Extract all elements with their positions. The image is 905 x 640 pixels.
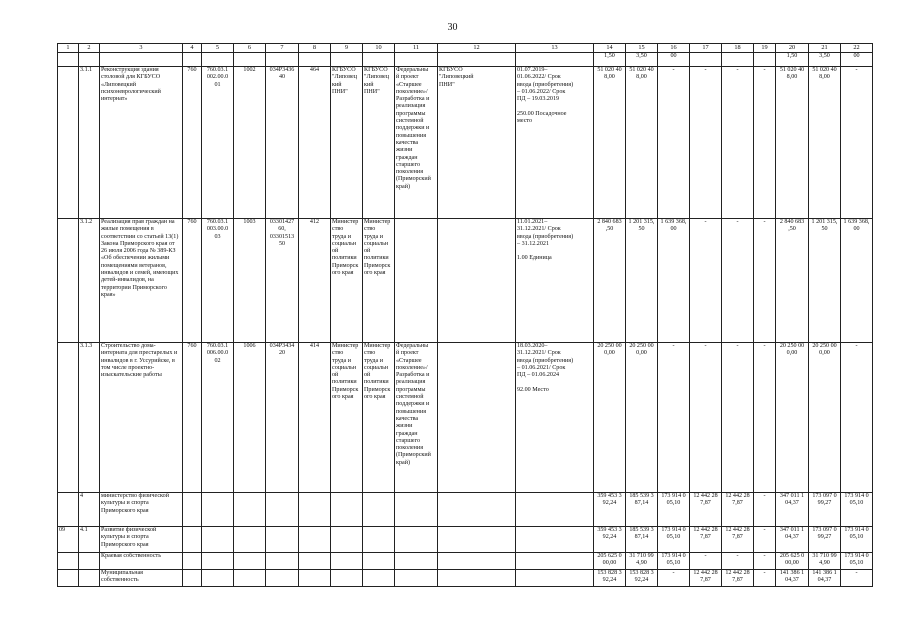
amount-cell: 1 639 368, 00 xyxy=(841,219,873,343)
header-cell: 16 xyxy=(658,44,690,53)
object-name: Краевая собственность xyxy=(100,553,183,570)
code-cell: 760.03.1 002.00.0 01 xyxy=(202,67,234,219)
amount-cell: 2 840 683 ,50 xyxy=(776,219,809,343)
amount-cell: 185 539 3 87,14 xyxy=(626,493,658,527)
project-cell: Федеральны й проект «Старшее поколение»/ Разработка и реализация программы системной поддержки и повышения качества жизни граждан старшего поколения (Приморский край) xyxy=(395,67,438,219)
header-cell: 8 xyxy=(299,44,331,53)
amount-cell: - xyxy=(722,219,754,343)
table-row xyxy=(58,553,873,570)
row-number: 3.1.2 xyxy=(79,219,100,343)
amount-cell: - xyxy=(690,343,722,493)
code-cell: 760.03.1 006.00.0 02 xyxy=(202,343,234,493)
header-cell: 10 xyxy=(363,44,395,53)
code-cell: 03301427 60, 03301513 50 xyxy=(266,219,299,343)
header-cell: 13 xyxy=(516,44,594,53)
amount-cell: - xyxy=(841,67,873,219)
row-code: 09 xyxy=(58,527,79,553)
amount-cell: - xyxy=(754,67,776,219)
table-row xyxy=(58,527,873,553)
amount-cell: 173 914 0 05,10 xyxy=(841,493,873,527)
amount-cell: 51 020 40 8,00 xyxy=(809,67,841,219)
amount-cell: - xyxy=(658,67,690,219)
recipient-cell: КГБУСО "Липовецкий ПНИ" xyxy=(438,67,516,219)
code-cell: 1006 xyxy=(234,343,266,493)
amount-cell: 12 442 28 7,87 xyxy=(690,570,722,587)
responsible-cell: КГБУСО "Липовец кий ПНИ" xyxy=(331,67,363,219)
amount-cell: 20 250 00 0,00 xyxy=(809,343,841,493)
amount-cell: 51 020 40 8,00 xyxy=(594,67,626,219)
object-name: Муниципальная собственность xyxy=(100,570,183,587)
amount-cell: 185 539 3 87,14 xyxy=(626,527,658,553)
header-cell: 1 xyxy=(58,44,79,53)
amount-cell: - xyxy=(658,570,690,587)
header-cell: 18 xyxy=(722,44,754,53)
amount-cell: - xyxy=(690,553,722,570)
amount-cell: - xyxy=(754,219,776,343)
header-cell: 12 xyxy=(438,44,516,53)
amount-cell: 1 639 368, 00 xyxy=(658,219,690,343)
amount-cell: - xyxy=(841,570,873,587)
amount-cell: 359 453 3 92,24 xyxy=(594,527,626,553)
amount-cell: - xyxy=(722,553,754,570)
amount-cell: 20 250 00 0,00 xyxy=(594,343,626,493)
amount-cell: - xyxy=(841,343,873,493)
code-cell: 464 xyxy=(299,67,331,219)
header-cell: 11 xyxy=(395,44,438,53)
amount-cell: 51 020 40 8,00 xyxy=(626,67,658,219)
recipient-cell xyxy=(438,219,516,343)
amount-cell: 12 442 28 7,87 xyxy=(722,570,754,587)
object-name: Строительство дома-интерната для престарелых и инвалидов в г. Уссурийске, в том числе проектно-изыскательские работы xyxy=(100,343,183,493)
amount-cell: 12 442 28 7,87 xyxy=(722,493,754,527)
header-cell: 6 xyxy=(234,44,266,53)
header-cell: 9 xyxy=(331,44,363,53)
amount-cell: 31 710 99 4,90 xyxy=(809,553,841,570)
amount-cell: - xyxy=(722,343,754,493)
header-cell: 4 xyxy=(183,44,202,53)
page-number: 30 xyxy=(447,22,458,33)
code-cell: 034P3434 20 xyxy=(266,343,299,493)
continuation-row xyxy=(58,53,873,67)
code-cell: 760 xyxy=(183,343,202,493)
amount-cell: 3,50 xyxy=(626,53,658,67)
row-number: 3.1.1 xyxy=(79,67,100,219)
table-row xyxy=(58,343,873,493)
term-cell: 01.07.2019– 01.06.2022/ Срок ввода (приобретения) – 01.06.2022/ Срок ПД – 19.03.2019 250.00 Посадочное место xyxy=(516,67,594,219)
amount-cell: 205 625 0 00,00 xyxy=(776,553,809,570)
amount-cell: 1 201 315, 50 xyxy=(809,219,841,343)
amount-cell: 173 914 0 05,10 xyxy=(841,527,873,553)
amount-cell: 173 914 0 05,10 xyxy=(658,493,690,527)
amount-cell: 141 386 1 04,37 xyxy=(809,570,841,587)
amount-cell: 173 914 0 05,10 xyxy=(658,553,690,570)
amount-cell: - xyxy=(690,67,722,219)
project-cell xyxy=(395,219,438,343)
row-number: 4.1 xyxy=(79,527,100,553)
header-cell: 5 xyxy=(202,44,234,53)
customer-cell: Министер ство труда и социальн ой политики Приморск ого края xyxy=(363,219,395,343)
header-row xyxy=(58,44,873,53)
code-cell: 1003 xyxy=(234,219,266,343)
amount-cell: 141 386 1 04,37 xyxy=(776,570,809,587)
investment-table xyxy=(57,43,873,587)
amount-cell: 00 xyxy=(841,53,873,67)
amount-cell: 31 710 99 4,90 xyxy=(626,553,658,570)
amount-cell: 2 840 683 ,50 xyxy=(594,219,626,343)
recipient-cell xyxy=(438,343,516,493)
code-cell: 760 xyxy=(183,67,202,219)
amount-cell: 3,50 xyxy=(809,53,841,67)
code-cell: 034P3436 40 xyxy=(266,67,299,219)
header-cell: 2 xyxy=(79,44,100,53)
code-cell: 1002 xyxy=(234,67,266,219)
header-cell: 22 xyxy=(841,44,873,53)
table-row xyxy=(58,493,873,527)
project-cell: Федеральны й проект «Старшее поколение»/ Разработка и реализация программы системной поддержки и повышения качества жизни граждан старшего поколения (Приморский край) xyxy=(395,343,438,493)
amount-cell: 173 914 0 05,10 xyxy=(841,553,873,570)
amount-cell: 173 914 0 05,10 xyxy=(658,527,690,553)
table-row xyxy=(58,67,873,219)
code-cell: 414 xyxy=(299,343,331,493)
header-cell: 19 xyxy=(754,44,776,53)
amount-cell: 153 828 3 92,24 xyxy=(594,570,626,587)
header-cell: 20 xyxy=(776,44,809,53)
responsible-cell: Министер ство труда и социальн ой политики Приморск ого края xyxy=(331,343,363,493)
header-cell: 14 xyxy=(594,44,626,53)
object-name: министерство физической культуры и спорта Приморского края xyxy=(100,493,183,527)
header-cell: 15 xyxy=(626,44,658,53)
customer-cell: КГБУСО "Липовец кий ПНИ" xyxy=(363,67,395,219)
table-row xyxy=(58,219,873,343)
amount-cell: 51 020 40 8,00 xyxy=(776,67,809,219)
amount-cell: 205 625 0 00,00 xyxy=(594,553,626,570)
term-cell: 11.01.2021– 31.12.2021/ Срок ввода (приобретения) – 31.12.2021 1.00 Единица xyxy=(516,219,594,343)
amount-cell: - xyxy=(754,527,776,553)
amount-cell: - xyxy=(754,553,776,570)
object-name: Реконструкция здания столовой для КГБУСО «Липовецкий психоневрологический интернат» xyxy=(100,67,183,219)
row-number: 3.1.3 xyxy=(79,343,100,493)
amount-cell: - xyxy=(754,343,776,493)
customer-cell: Министер ство труда и социальн ой политики Приморск ого края xyxy=(363,343,395,493)
amount-cell: 359 453 3 92,24 xyxy=(594,493,626,527)
amount-cell: - xyxy=(754,493,776,527)
code-cell: 760 xyxy=(183,219,202,343)
header-cell: 3 xyxy=(100,44,183,53)
code-cell: 760.03.1 003.00.0 03 xyxy=(202,219,234,343)
row-number: 4 xyxy=(79,493,100,527)
header-cell: 21 xyxy=(809,44,841,53)
amount-cell: 173 097 0 99,27 xyxy=(809,493,841,527)
amount-cell: 00 xyxy=(658,53,690,67)
amount-cell: 1,50 xyxy=(776,53,809,67)
amount-cell: 1,50 xyxy=(594,53,626,67)
amount-cell: 20 250 00 0,00 xyxy=(776,343,809,493)
amount-cell: 347 011 1 04,37 xyxy=(776,527,809,553)
header-cell: 17 xyxy=(690,44,722,53)
term-cell: 18.03.2020– 31.12.2021/ Срок ввода (приобретения) – 01.06.2021/ Срок ПД – 01.06.2024 92.00 Место xyxy=(516,343,594,493)
object-name: Реализация прав граждан на жилые помещения в соответствии со статьей 13(1) Закона Приморского края от 26 июля 2006 года № 389-КЗ «Об обеспечении жилыми помещениями ветеранов, инвалидов и семей, имеющих детей-инвалидов, на территории Приморского края» xyxy=(100,219,183,343)
table-row xyxy=(58,570,873,587)
amount-cell: - xyxy=(722,67,754,219)
amount-cell: 347 011 1 04,37 xyxy=(776,493,809,527)
code-cell: 412 xyxy=(299,219,331,343)
amount-cell: 1 201 315, 50 xyxy=(626,219,658,343)
amount-cell: 20 250 00 0,00 xyxy=(626,343,658,493)
responsible-cell: Министер ство труда и социальн ой политики Приморск ого края xyxy=(331,219,363,343)
object-name: Развитие физической культуры и спорта Приморского края xyxy=(100,527,183,553)
amount-cell: 12 442 28 7,87 xyxy=(690,527,722,553)
amount-cell: 173 097 0 99,27 xyxy=(809,527,841,553)
amount-cell: - xyxy=(690,219,722,343)
amount-cell: - xyxy=(658,343,690,493)
amount-cell: 12 442 28 7,87 xyxy=(690,493,722,527)
amount-cell: 153 828 3 92,24 xyxy=(626,570,658,587)
amount-cell: 12 442 28 7,87 xyxy=(722,527,754,553)
amount-cell: - xyxy=(754,570,776,587)
header-cell: 7 xyxy=(266,44,299,53)
